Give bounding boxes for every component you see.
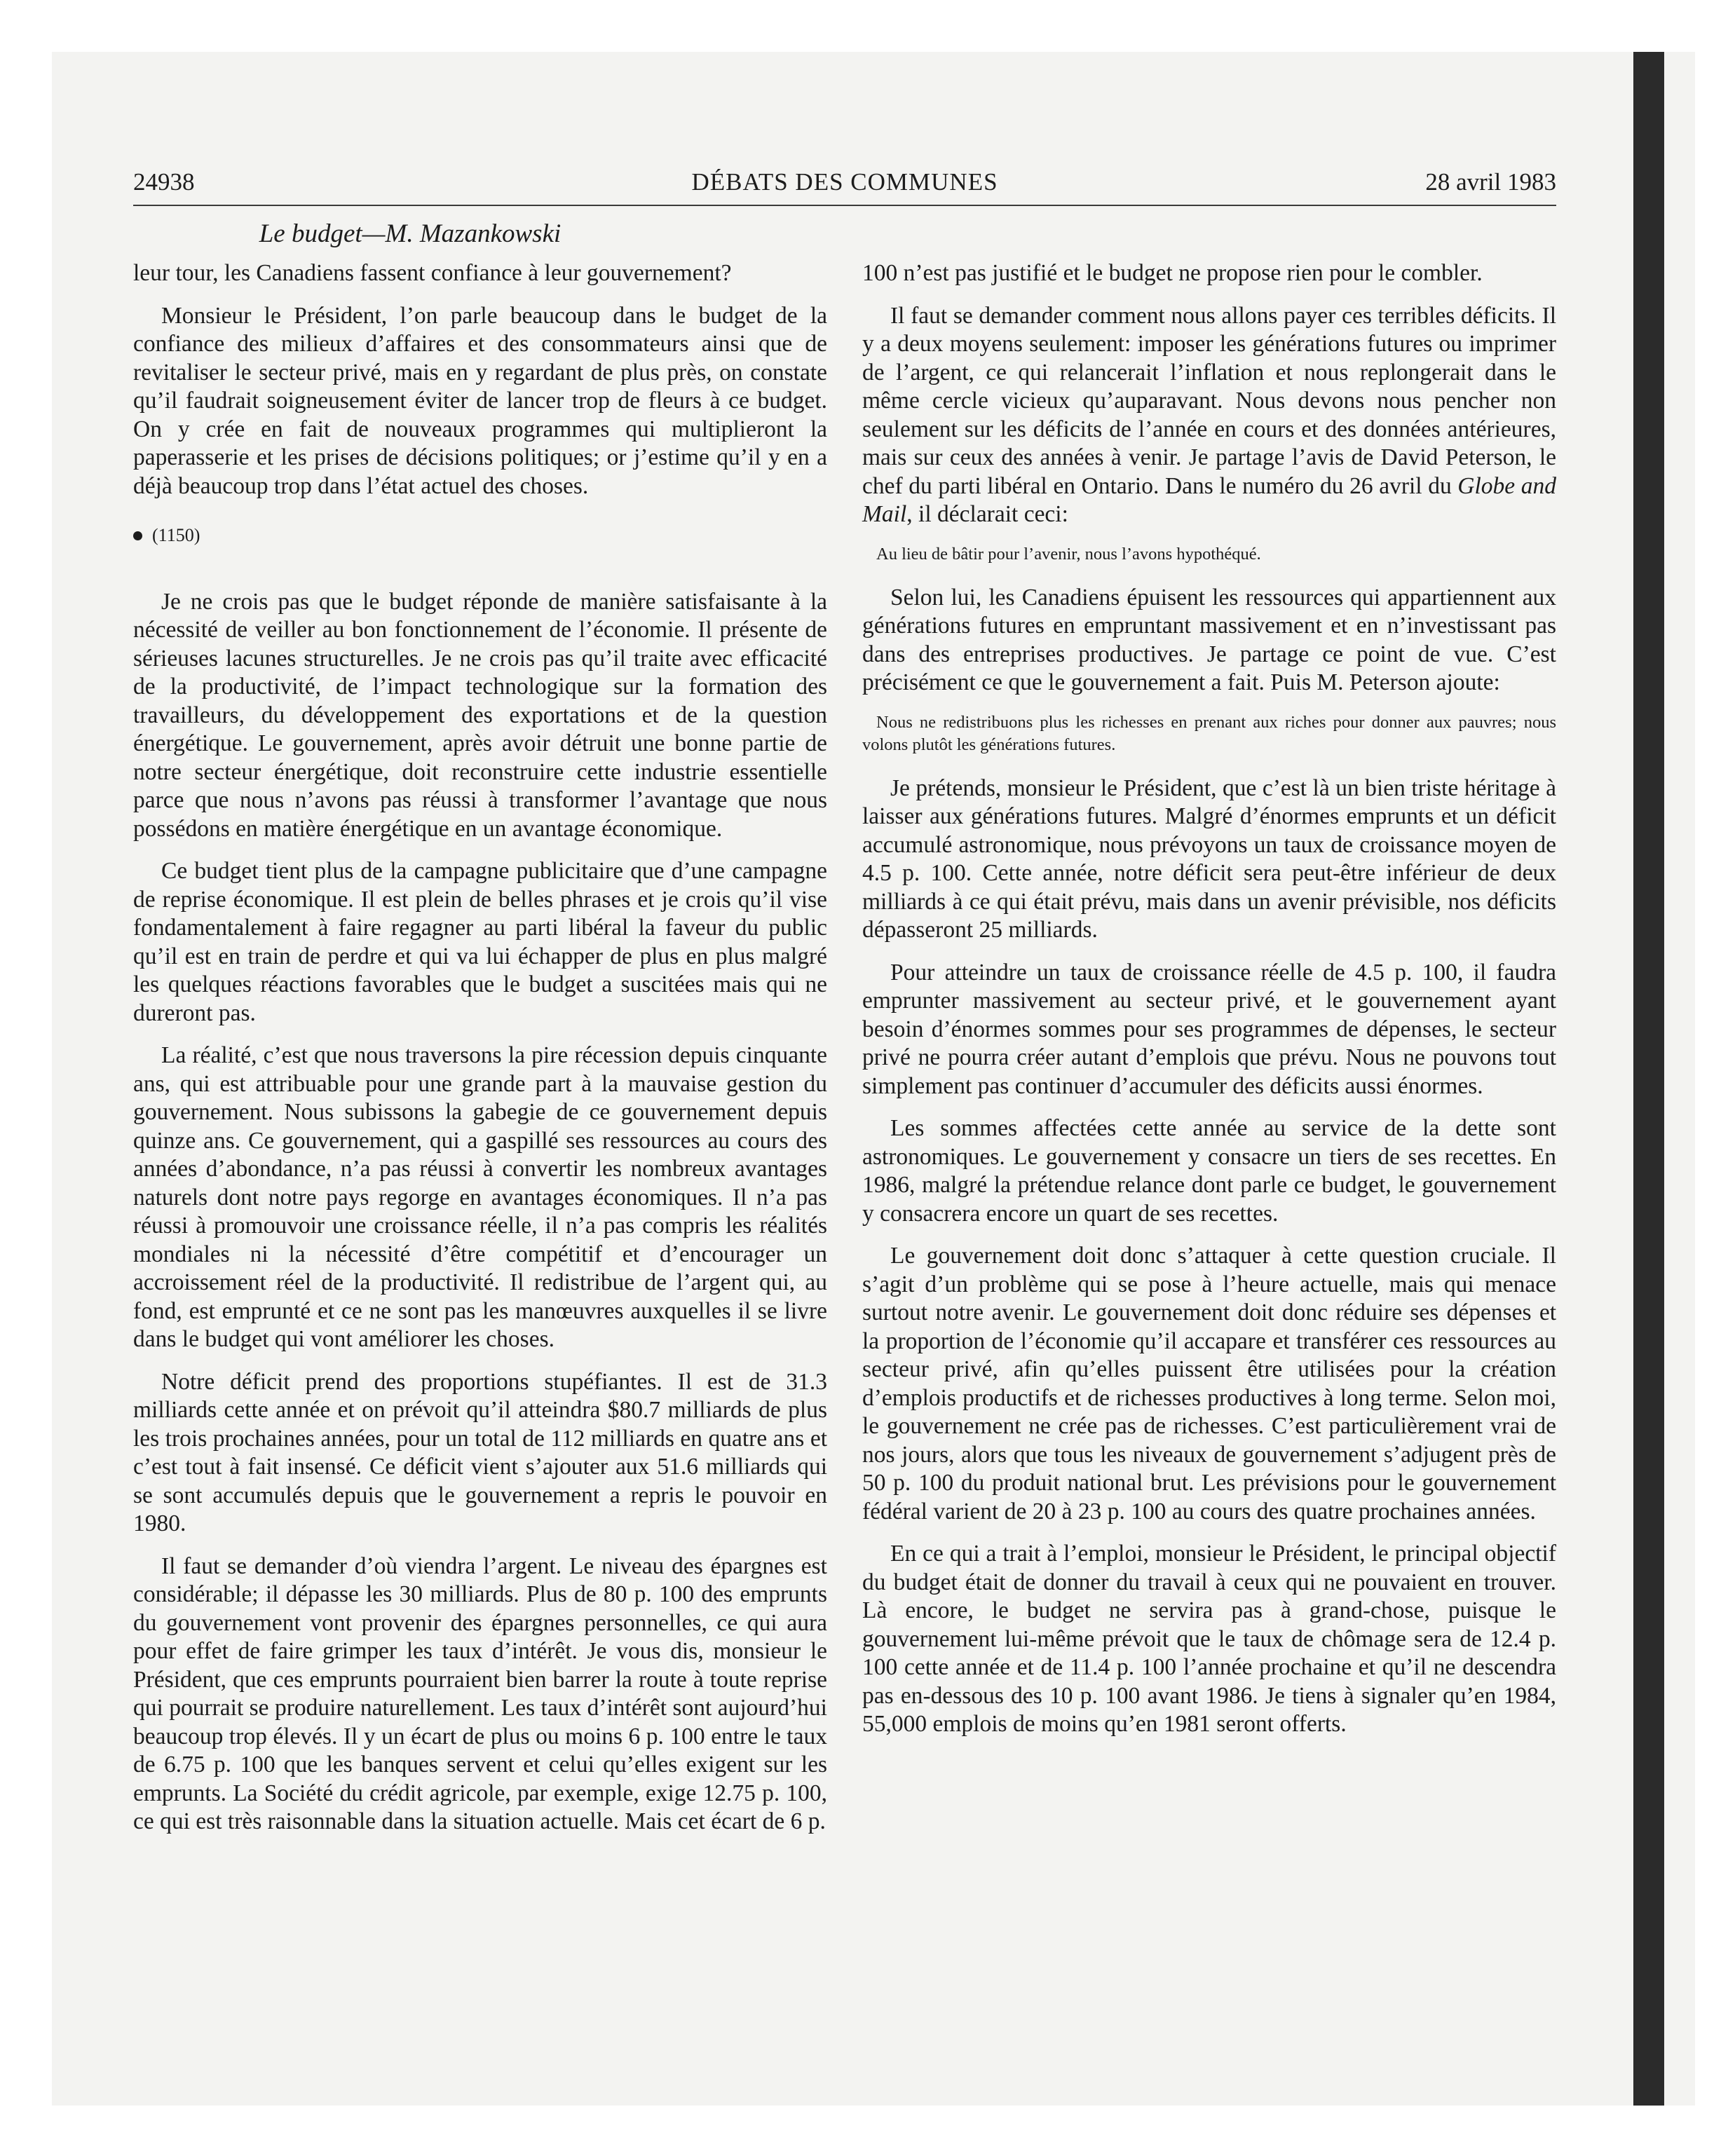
left-column (133, 259, 827, 1850)
paragraph: Il faut se demander d’où viendra l’argent. Le niveau des épargnes est considérable; il dépasse les 30 milliards. Plus de 80 p. 100 des emprunts du gouvernement vont provenir des épargnes personnelles, ce qui aura pour effet de faire grimper les taux d’intérêt. Je vous dis, monsieur le Président, que ces emprunts pourraient bien barrer la route à toute reprise qui pourrait se produire naturellement. Les taux d’intérêt sont aujourd’hui beaucoup trop élevés. Il y un écart de plus ou moins 6 p. 100 entre le taux de 6.75 p. 100 que les banques servent et celui qu’elles exigent sur les emprunts. La Société du crédit agricole, par exemple, exige 12.75 p. 100, ce qui est très raisonnable dans la situation actuelle. Mais cet écart de 6 p. (133, 1553, 827, 1834)
paragraph: Je ne crois pas que le budget réponde de manière satisfaisante à la nécessité de veiller au bon fonctionnement de l’économie. Il présente de sérieuses lacunes structurelles. Je ne crois pas qu’il traite avec efficacité de la productivité, de l’impact technologique sur la formation des travailleurs, du développement des exportations et de la question énergétique. Le gouvernement, après avoir détruit une bonne partie de notre secteur énergétique, doit reconstruire cette industrie essentielle parce que nous n’avons pas réussi à transformer l’avantage que nous possédons en matière énergétique en un avantage économique. (133, 588, 827, 842)
time-marker (133, 521, 827, 550)
paragraph: Le gouvernement doit donc s’attaquer à cette question cruciale. Il s’agit d’un problème qui se pose à l’heure actuelle, mais qui menace surtout notre avenir. Le gouvernement doit donc réduire ses dépenses et la proportion de l’économie qu’il accapare et transférer ces ressources au secteur privé, afin qu’elles puissent être utilisées pour la création d’emplois productifs et de richesses productives à long terme. Selon moi, le gouvernement ne crée pas de richesses. C’est particulièrement vrai de nos jours, alors que tous les niveaux de gouvernement s’adjugent près de 50 p. 100 du produit national brut. Les prévisions pour le gouvernement fédéral varient de 20 à 23 p. 100 au cours des quatre prochaines années. (862, 1243, 1556, 1524)
scan-edge-bar (1633, 52, 1664, 2106)
journal-title: DÉBATS DES COMMUNES (691, 168, 998, 196)
right-column (862, 259, 1556, 1753)
newspaper-title: Globe and Mail (862, 472, 1557, 527)
running-title: Le budget—M. Mazankowski (259, 219, 562, 248)
paragraph: Les sommes affectées cette année au service de la dette sont astronomiques. Le gouvernement y consacre un tiers de ses recettes. En 1986, malgré la prétendue relance dont parle ce budget, le gouvernement y consacrera encore un quart de ses recettes. (862, 1115, 1556, 1227)
paragraph: Ce budget tient plus de la campagne publicitaire que d’une campagne de reprise économique. Il est plein de belles phrases et je crois qu’il vise fondamentalement à faire regagner au parti libéral la faveur du public qu’il est en train de perdre et qui va lui échapper de plus en plus malgré les quelques réactions favorables que le budget a suscitées mais qui ne dureront pas. (133, 858, 827, 1026)
page-date: 28 avril 1983 (1425, 168, 1556, 196)
paragraph (862, 302, 1556, 529)
paragraph: Je prétends, monsieur le Président, que c’est là un bien triste héritage à laisser aux générations futures. Malgré d’énormes emprunts et un déficit accumulé astronomique, nous prévoyons un taux de croissance moyen de 4.5 p. 100. Cette année, notre déficit sera peut-être inférieur de deux milliards à ce qui était prévu, mais dans un avenir prévisible, nos déficits dépasseront 25 milliards. (862, 775, 1556, 943)
paragraph-text: , il déclarait ceci: (906, 501, 1068, 527)
quotation: Au lieu de bâtir pour l’avenir, nous l’avons hypothéqué. (876, 544, 1261, 564)
paragraph-text: Il faut se demander comment nous allons payer ces terribles déficits. Il y a deux moyens seulement: imposer les générations futures ou imprimer de l’argent, ce qui relancerait l’inflation et nous replongerait dans le même cercle vicieux qu’auparavant. Nous devons nous pencher non seulement sur les déficits de l’année en cours et des données antérieures, mais sur ceux des années à venir. Je partage l’avis de David Peterson, le chef du parti libéral en Ontario. Dans le numéro du 26 avril du (862, 302, 1556, 499)
time-marker-label: (1150) (152, 525, 200, 545)
paragraph: En ce qui a trait à l’emploi, monsieur le Président, le principal objectif du budget était de donner du travail à ceux qui ne pouvaient en trouver. Là encore, le budget ne servira pas à grand-chose, puisque le gouvernement lui-même prévoit que le taux de chômage sera de 12.4 p. 100 cette année et de 11.4 p. 100 l’année prochaine et qu’il ne descendra pas en-dessous des 10 p. 100 avant 1986. Je tiens à signaler qu’en 1984, 55,000 emplois de moins qu’en 1981 seront offerts. (862, 1541, 1556, 1737)
paragraph: La réalité, c’est que nous traversons la pire récession depuis cinquante ans, qui est attribuable pour une grande part à la mauvaise gestion du gouvernement. Nous subissons la gabegie de ce gouvernement depuis quinze ans. Ce gouvernement, qui a gaspillé ses ressources au cours des années d’abondance, n’a pas réussi à convertir les nombreux avantages naturels dont notre pays regorge en avantages économiques. Il n’a pas réussi à promouvoir une croissance réelle, il n’a pas compris les réalités mondiales ni la nécessité d’être compétitif et d’encourager un accroissement réel de la productivité. Il redistribue de l’argent qui, au fond, est emprunté et ce ne sont pas les manœuvres auxquelles il se livre dans le budget qui vont améliorer les choses. (133, 1042, 827, 1352)
bullet-icon (133, 531, 142, 540)
paragraph: Monsieur le Président, l’on parle beaucoup dans le budget de la confiance des milieux d’affaires et des consommateurs ainsi que de revitaliser le secteur privé, mais en y regardant de plus près, on constate qu’il faudrait soigneusement éviter de lancer trop de fleurs à ce budget. On y crée en fait de nouveaux programmes qui multiplieront la paperasserie et les prises de décisions politiques; or j’estime qu’il y en a déjà beaucoup trop dans l’état actuel des choses. (133, 302, 827, 499)
page-number: 24938 (133, 168, 195, 196)
paragraph: Selon lui, les Canadiens épuisent les ressources qui appartiennent aux générations futures en empruntant massivement et en n’investissant pas dans des entreprises productives. Je partage ce point de vue. C’est précisément ce que le gouvernement a fait. Puis M. Peterson ajoute: (862, 584, 1556, 695)
quotation: Nous ne redistribuons plus les richesses en prenant aux riches pour donner aux pauvres; nous volons plutôt les générations futures. (862, 712, 1556, 754)
paragraph: leur tour, les Canadiens fassent confiance à leur gouvernement? (133, 260, 732, 286)
paragraph: 100 n’est pas justifié et le budget ne propose rien pour le combler. (862, 260, 1483, 286)
paragraph: Pour atteindre un taux de croissance réelle de 4.5 p. 100, il faudra emprunter massivement au secteur privé, et le gouvernement ayant besoin d’énormes sommes pour ses programmes de dépenses, le secteur privé ne pourra créer autant d’emplois que prévu. Nous ne pouvons tout simplement pas continuer d’accumuler des déficits aussi énormes. (862, 959, 1556, 1099)
paragraph: Notre déficit prend des proportions stupéfiantes. Il est de 31.3 milliards cette année et on prévoit qu’il atteindra $80.7 milliards de plus les trois prochaines années, pour un total de 112 milliards en quatre ans et c’est tout à fait insensé. Ce déficit vient s’ajouter aux 51.6 milliards qui se sont accumulés depuis que le gouvernement a repris le pouvoir en 1980. (133, 1368, 827, 1536)
page-header (133, 165, 1556, 206)
